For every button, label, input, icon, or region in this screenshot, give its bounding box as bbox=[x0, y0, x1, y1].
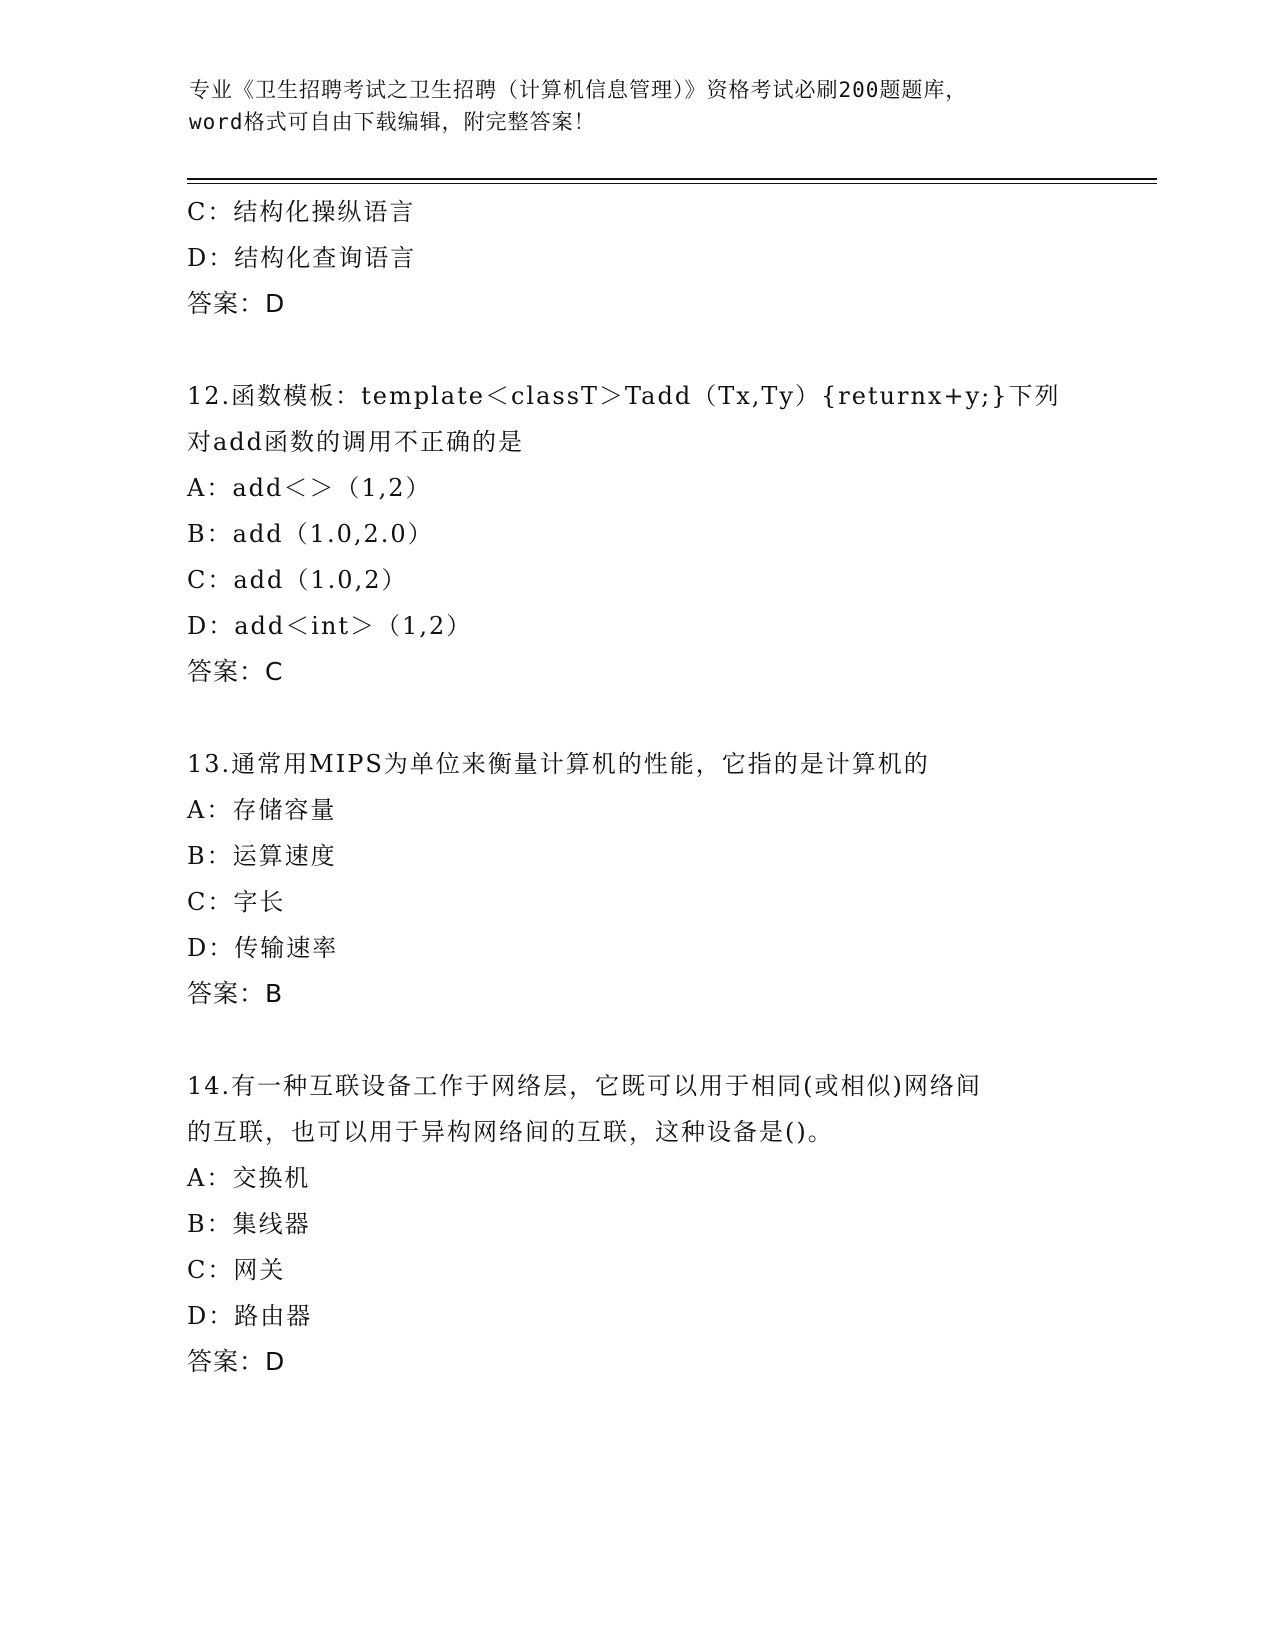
answer-line: 答案：C bbox=[187, 657, 284, 686]
option-b: B：集线器 bbox=[187, 1210, 311, 1238]
option-b: B：add（1.0,2.0） bbox=[187, 520, 434, 548]
header-divider-thick bbox=[187, 178, 1157, 180]
question-list bbox=[187, 189, 1087, 1385]
header-title-line-2: word格式可自由下载编辑，附完整答案！ bbox=[189, 110, 596, 134]
question-stem: 13.通常用MIPS为单位来衡量计算机的性能，它指的是计算机的 bbox=[187, 750, 930, 778]
option-a: A：add＜＞（1,2） bbox=[187, 474, 432, 502]
answer-line: 答案：B bbox=[187, 979, 284, 1008]
header-divider-thin bbox=[187, 183, 1157, 184]
answer-line: 答案：D bbox=[187, 1347, 286, 1376]
option-c: C：字长 bbox=[187, 888, 286, 916]
option-a: A：存储容量 bbox=[187, 796, 337, 824]
question-12 bbox=[187, 373, 1087, 695]
option-d: D：结构化查询语言 bbox=[187, 244, 417, 272]
question-spacer bbox=[187, 1017, 1087, 1063]
question-spacer bbox=[187, 695, 1087, 741]
question-11-tail bbox=[187, 189, 1087, 327]
question-14 bbox=[187, 1063, 1087, 1385]
document-header bbox=[189, 74, 1089, 138]
option-c: C：网关 bbox=[187, 1256, 286, 1284]
option-d: D：传输速率 bbox=[187, 934, 339, 962]
answer-line: 答案：D bbox=[187, 289, 286, 318]
question-stem-continued: 的互联，也可以用于异构网络间的互联，这种设备是()。 bbox=[187, 1118, 834, 1146]
option-d: D：add＜int＞（1,2） bbox=[187, 612, 473, 640]
option-c: C：结构化操纵语言 bbox=[187, 198, 416, 226]
question-spacer bbox=[187, 327, 1087, 373]
option-a: A：交换机 bbox=[187, 1164, 311, 1192]
option-b: B：运算速度 bbox=[187, 842, 337, 870]
question-stem: 14.有一种互联设备工作于网络层，它既可以用于相同(或相似)网络间 bbox=[187, 1072, 982, 1100]
question-stem: 12.函数模板：template＜classT＞Tadd（Tx,Ty）{returnx+y;}下列 bbox=[187, 382, 1061, 410]
header-title-line-1: 专业《卫生招聘考试之卫生招聘（计算机信息管理）》资格考试必刷200题题库， bbox=[189, 78, 968, 102]
option-c: C：add（1.0,2） bbox=[187, 566, 408, 594]
question-13 bbox=[187, 741, 1087, 1017]
option-d: D：路由器 bbox=[187, 1302, 313, 1330]
question-stem-continued: 对add函数的调用不正确的是 bbox=[187, 428, 525, 456]
